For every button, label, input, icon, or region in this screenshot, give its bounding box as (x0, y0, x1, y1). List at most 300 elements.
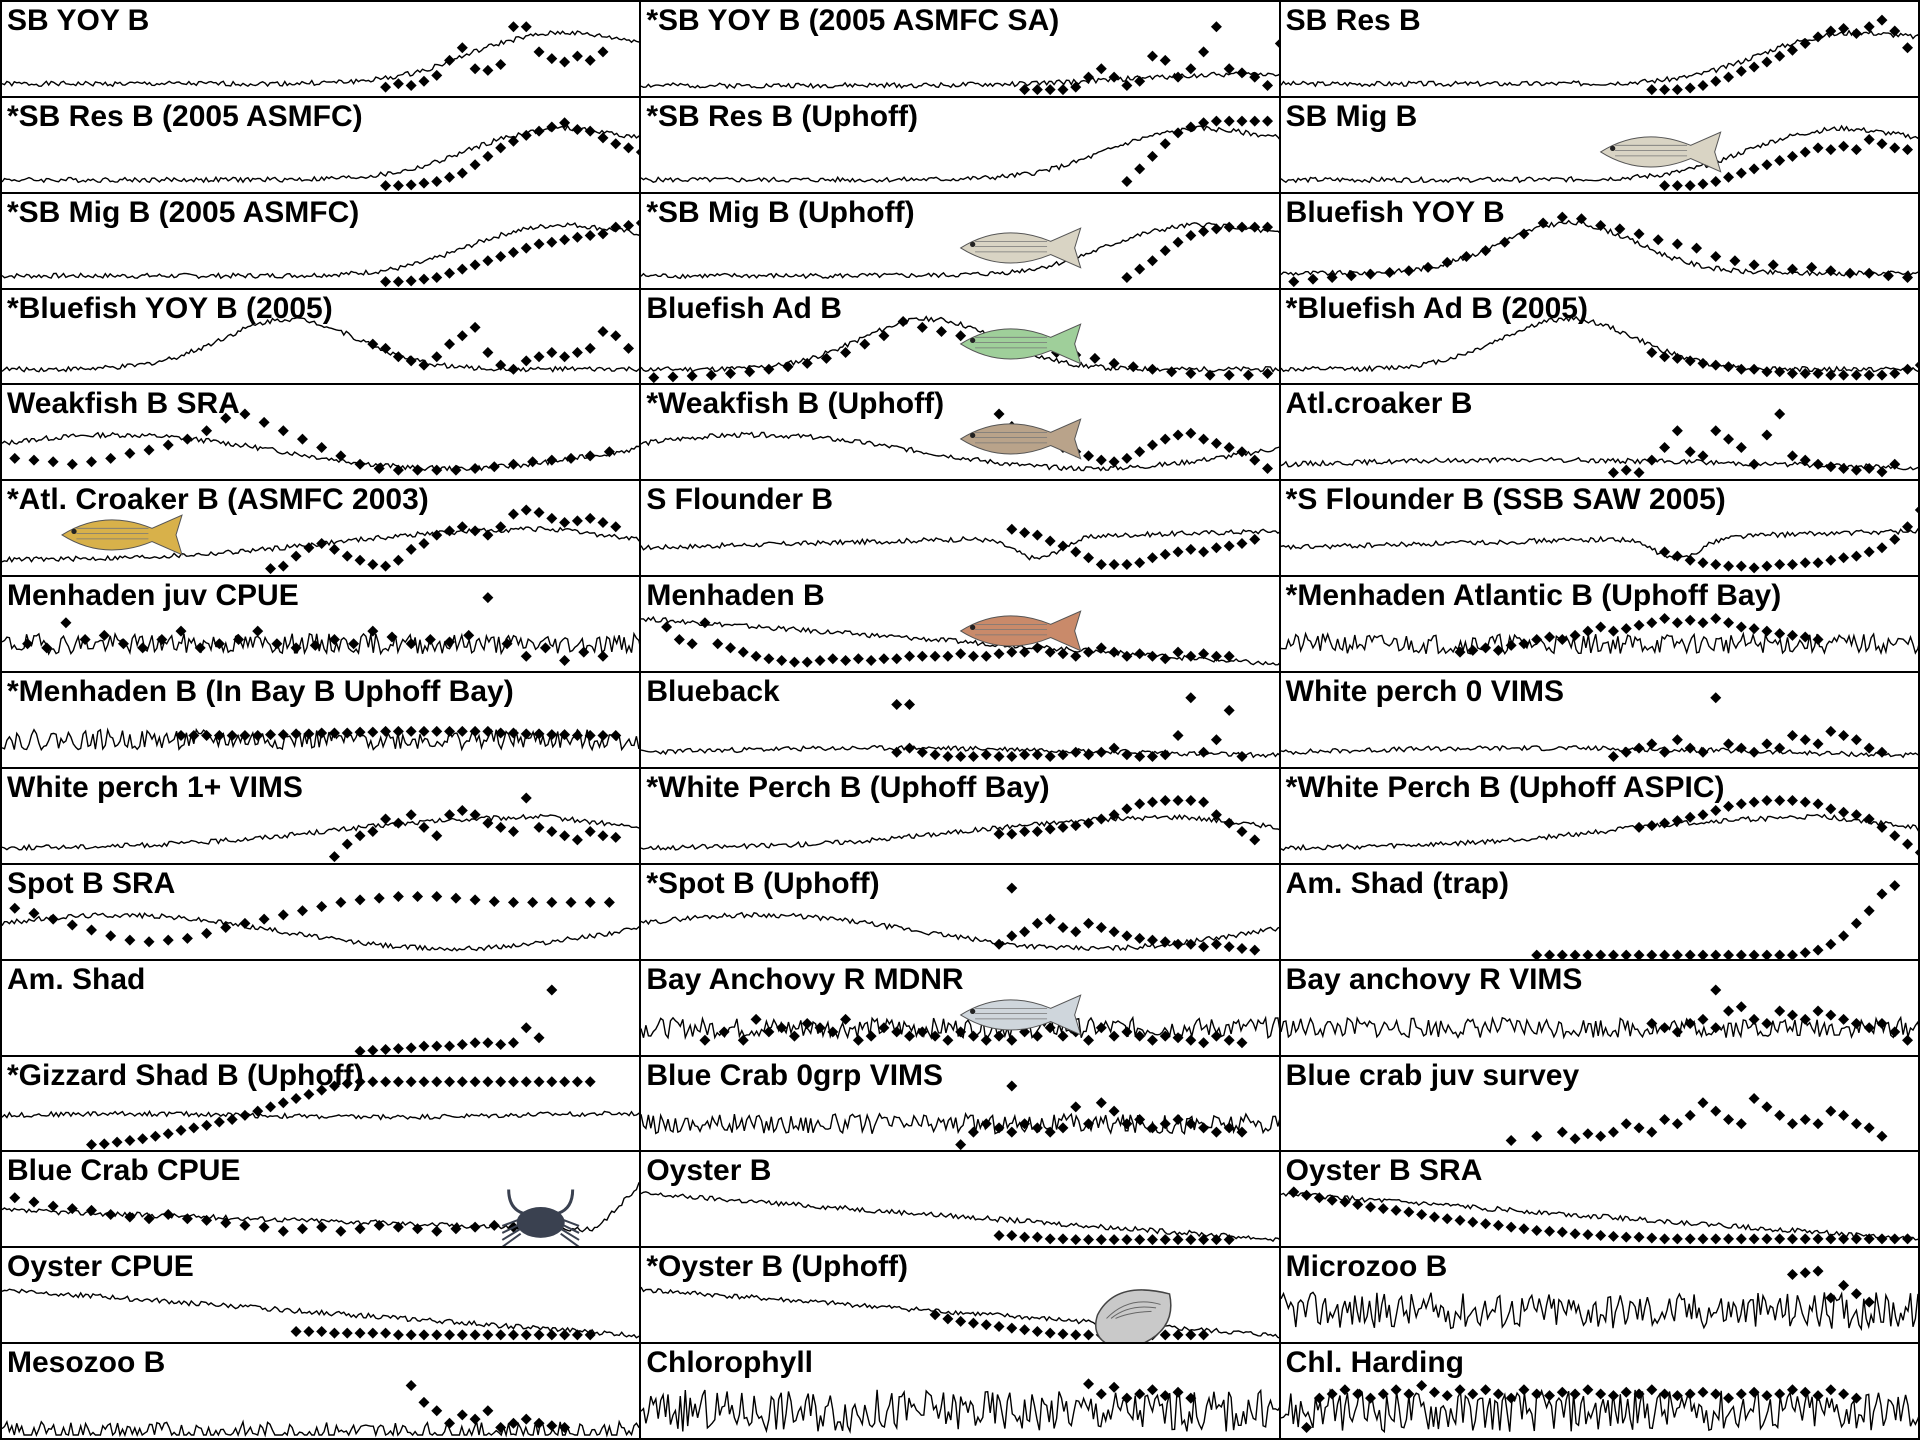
observation-point (1211, 1126, 1222, 1137)
observation-point (1825, 803, 1836, 814)
observation-point (86, 924, 97, 935)
observation-point (1135, 648, 1146, 659)
observation-point (521, 21, 532, 32)
observation-point (1071, 547, 1082, 558)
observation-point (80, 634, 91, 645)
observation-point (1480, 245, 1491, 256)
observation-point (1710, 1389, 1721, 1400)
blue-crab-icon (502, 1190, 579, 1246)
observation-point (1135, 163, 1146, 174)
observation-point (444, 268, 455, 279)
observation-point (546, 984, 557, 995)
observation-point (559, 56, 570, 67)
observation-point (144, 445, 155, 456)
observation-point (1454, 1215, 1465, 1226)
observation-point (489, 1220, 500, 1231)
observation-point (1595, 1130, 1606, 1141)
observation-point (1224, 442, 1235, 453)
observation-point (892, 653, 903, 664)
observation-point (1198, 46, 1209, 57)
observation-point (1902, 144, 1913, 155)
observation-point (1186, 63, 1197, 74)
observation-point (406, 80, 417, 91)
observation-point (214, 1116, 225, 1127)
observation-point (1480, 643, 1491, 654)
observation-point (955, 648, 966, 659)
observation-point (668, 371, 679, 382)
panel-title: Mesozoo B (7, 1346, 166, 1380)
observation-point (1735, 743, 1746, 754)
observation-point (1531, 1225, 1542, 1236)
observation-point (1646, 1233, 1657, 1244)
observation-point (1467, 1389, 1478, 1400)
observation-point (1620, 949, 1631, 958)
observation-point (297, 1224, 308, 1235)
observation-point (1083, 553, 1094, 564)
observation-point (316, 538, 327, 549)
chart-panel (2, 1344, 641, 1440)
observation-point (1237, 1037, 1248, 1048)
observation-point (840, 655, 851, 666)
observation-point (1723, 172, 1734, 183)
observation-point (1160, 434, 1171, 445)
observation-point (1710, 426, 1721, 437)
observation-point (521, 355, 532, 366)
observation-point (342, 1328, 353, 1339)
observation-point (105, 1209, 116, 1220)
observation-point (936, 326, 947, 337)
observation-point (1007, 930, 1018, 941)
observation-point (661, 622, 672, 633)
observation-point (1160, 55, 1171, 66)
chart-panel (2, 769, 641, 865)
observation-point (546, 121, 557, 132)
observation-point (367, 727, 378, 738)
observation-point (1109, 358, 1120, 369)
observation-point (1007, 1230, 1018, 1241)
observation-point (700, 617, 711, 628)
observation-point (1403, 1389, 1414, 1400)
observation-point (1582, 1384, 1593, 1395)
observation-point (521, 1076, 532, 1087)
panel-title: *SB Res B (2005 ASMFC) (7, 99, 363, 133)
observation-point (521, 792, 532, 803)
observation-point (508, 21, 519, 32)
observation-point (450, 892, 461, 903)
observation-point (316, 442, 327, 453)
observation-point (1083, 1034, 1094, 1045)
observation-point (1646, 820, 1657, 831)
observation-point (482, 347, 493, 358)
panel-title: S Flounder B (646, 483, 833, 517)
panel-title: Menhaden juv CPUE (7, 579, 299, 613)
observation-point (597, 46, 608, 57)
observation-point (1109, 743, 1120, 754)
observation-point (1876, 543, 1887, 554)
observation-point (1684, 82, 1695, 93)
observation-point (1007, 1126, 1018, 1137)
observation-point (968, 1318, 979, 1329)
observation-point (406, 1330, 417, 1341)
observation-point (700, 1034, 711, 1045)
observation-point (355, 830, 366, 841)
observation-point (150, 1130, 161, 1141)
observation-point (1032, 530, 1043, 541)
observation-point (1812, 558, 1823, 569)
observation-point (521, 1414, 532, 1425)
observation-point (1672, 352, 1683, 363)
observation-point (1723, 72, 1734, 83)
observation-point (789, 657, 800, 668)
observation-point (1384, 267, 1395, 278)
observation-point (1825, 1384, 1836, 1395)
observation-point (1071, 1330, 1082, 1341)
observation-point (1422, 262, 1433, 273)
chart-panel (2, 865, 641, 961)
observation-point (1608, 1126, 1619, 1137)
observation-point (367, 338, 378, 349)
observation-point (348, 638, 359, 649)
observation-point (1083, 918, 1094, 929)
observation-point (431, 272, 442, 283)
observation-point (1851, 809, 1862, 820)
observation-point (1876, 369, 1887, 380)
observation-point (597, 517, 608, 528)
observation-point (1851, 1289, 1862, 1300)
observation-point (1531, 949, 1542, 958)
observation-point (943, 1034, 954, 1045)
observation-point (1569, 1389, 1580, 1400)
panel-title: Oyster B (646, 1154, 772, 1188)
observation-point (1071, 820, 1082, 831)
observation-point (572, 347, 583, 358)
observation-point (105, 453, 116, 464)
observation-point (1646, 738, 1657, 749)
observation-point (943, 751, 954, 762)
observation-point (1684, 615, 1695, 626)
observation-point (1767, 259, 1778, 270)
model-series-line (641, 1113, 1278, 1133)
observation-point (1787, 559, 1798, 570)
observation-point (28, 1197, 39, 1208)
observation-point (559, 234, 570, 245)
observation-point (585, 897, 596, 908)
observation-point (636, 217, 640, 228)
panel-title: *White Perch B (Uphoff Bay) (646, 770, 1050, 804)
observation-point (457, 1039, 468, 1050)
observation-point (559, 830, 570, 841)
observation-point (495, 1330, 506, 1341)
observation-point (1697, 949, 1708, 958)
observation-point (482, 530, 493, 541)
observation-point (1646, 1126, 1657, 1137)
observation-point (1876, 1130, 1887, 1141)
observation-point (1071, 926, 1082, 937)
observation-point (1672, 426, 1683, 437)
observation-point (444, 526, 455, 537)
model-series-line (2, 815, 639, 850)
observation-point (802, 657, 813, 668)
observation-point (1582, 626, 1593, 637)
observation-point (182, 434, 193, 445)
observation-point (214, 638, 225, 649)
observation-point (444, 1076, 455, 1087)
observation-point (534, 1330, 545, 1341)
chart-panel (641, 673, 1280, 769)
observation-point (1160, 795, 1171, 806)
observation-point (1787, 730, 1798, 741)
observation-point (1045, 1234, 1056, 1245)
observation-point (1614, 223, 1625, 234)
observation-point (610, 221, 621, 232)
observation-point (1774, 1389, 1785, 1400)
observation-point (495, 822, 506, 833)
observation-point (201, 1119, 212, 1130)
observation-point (1710, 805, 1721, 816)
bluefish-icon (961, 324, 1081, 364)
observation-point (495, 59, 506, 70)
observation-point (1748, 1013, 1759, 1024)
observation-point (1365, 268, 1376, 279)
observation-point (1838, 369, 1849, 380)
observation-point (1761, 1234, 1772, 1245)
chart-panel (1281, 1152, 1920, 1248)
observation-point (482, 255, 493, 266)
observation-point (1505, 1393, 1516, 1404)
observation-point (1672, 1234, 1683, 1245)
weakfish-icon (961, 420, 1081, 460)
observation-point (182, 933, 193, 944)
observation-point (904, 651, 915, 662)
observation-point (904, 743, 915, 754)
chart-panel (1281, 2, 1920, 98)
observation-point (1595, 622, 1606, 633)
observation-point (1659, 351, 1670, 362)
observation-point (418, 178, 429, 189)
observation-point (1735, 1389, 1746, 1400)
observation-point (1608, 949, 1619, 958)
observation-point (1429, 1387, 1440, 1398)
observation-point (981, 651, 992, 662)
observation-point (457, 522, 468, 533)
observation-point (1135, 558, 1146, 569)
observation-point (355, 1045, 366, 1054)
observation-point (1211, 543, 1222, 554)
striped-bass-icon (961, 228, 1081, 268)
observation-point (1902, 42, 1913, 53)
observation-point (1250, 455, 1261, 466)
observation-point (1122, 1026, 1133, 1037)
observation-point (1787, 151, 1798, 162)
observation-point (470, 259, 481, 270)
observation-point (1173, 430, 1184, 441)
model-series-line (2, 31, 639, 86)
observation-point (1723, 361, 1734, 372)
observation-point (1135, 447, 1146, 458)
observation-point (329, 544, 340, 555)
observation-point (1045, 536, 1056, 547)
observation-point (418, 1397, 429, 1408)
observation-point (1122, 803, 1133, 814)
observation-point (342, 551, 353, 562)
observation-point (674, 634, 685, 645)
observation-point (470, 1414, 481, 1425)
observation-point (1710, 251, 1721, 262)
observation-point (994, 939, 1005, 950)
observation-point (1774, 949, 1785, 958)
chart-panel (641, 1248, 1280, 1344)
observation-point (1083, 1378, 1094, 1389)
observation-point (380, 342, 391, 353)
observation-point (572, 834, 583, 845)
observation-point (457, 805, 468, 816)
observation-point (1032, 84, 1043, 95)
observation-point (1556, 211, 1567, 222)
observation-point (1787, 795, 1798, 806)
observation-point (431, 1076, 442, 1087)
observation-point (329, 1328, 340, 1339)
observation-point (227, 1114, 238, 1125)
observation-point (1505, 1135, 1516, 1146)
observation-point (994, 648, 1005, 659)
observation-point (105, 930, 116, 941)
observation-point (380, 1076, 391, 1087)
observation-point (1058, 541, 1069, 552)
observation-point (367, 826, 378, 837)
panel-title: *SB YOY B (2005 ASMFC SA) (646, 4, 1060, 37)
observation-point (1748, 623, 1759, 634)
observation-point (981, 1320, 992, 1331)
observation-point (585, 451, 596, 462)
observation-point (482, 1076, 493, 1087)
observation-point (1735, 798, 1746, 809)
observation-point (316, 1326, 327, 1337)
observation-point (534, 1032, 545, 1043)
observation-point (201, 928, 212, 939)
observation-point (1876, 1234, 1887, 1245)
observation-point (1633, 468, 1644, 479)
model-series-line (641, 530, 1278, 560)
observation-point (418, 538, 429, 549)
observation-point (1186, 692, 1197, 703)
observation-point (1262, 80, 1273, 91)
observation-point (1799, 455, 1810, 466)
observation-point (1058, 1030, 1069, 1041)
observation-point (1697, 558, 1708, 569)
observation-point (1646, 949, 1657, 958)
observation-point (1595, 949, 1606, 958)
model-series-line (1281, 31, 1918, 86)
observation-point (1633, 228, 1644, 239)
observation-point (1659, 84, 1670, 95)
observation-point (1620, 747, 1631, 758)
observation-point (431, 1405, 442, 1416)
observation-point (559, 517, 570, 528)
observation-point (1186, 1330, 1197, 1341)
observation-point (1684, 743, 1695, 754)
observation-point (546, 897, 557, 908)
observation-point (764, 363, 775, 374)
observation-point (355, 459, 366, 470)
observation-point (1198, 1330, 1209, 1341)
observation-point (1748, 949, 1759, 958)
model-series-line (2, 126, 639, 182)
observation-point (1889, 830, 1900, 841)
observation-point (470, 1330, 481, 1341)
observation-point (1467, 1217, 1478, 1228)
observation-point (1147, 255, 1158, 266)
observation-point (1735, 167, 1746, 178)
observation-point (1787, 630, 1798, 641)
observation-point (1672, 551, 1683, 562)
observation-point (1838, 1389, 1849, 1400)
observation-point (1697, 80, 1708, 91)
observation-point (124, 448, 135, 459)
observation-point (1122, 559, 1133, 570)
panel-title: *Oyster B (Uphoff) (646, 1250, 908, 1284)
observation-point (380, 561, 391, 572)
observation-point (431, 891, 442, 902)
observation-point (1071, 651, 1082, 662)
observation-point (1735, 1001, 1746, 1012)
observation-point (1237, 826, 1248, 837)
observation-point (1211, 21, 1222, 32)
observation-point (1058, 1234, 1069, 1245)
observation-point (9, 1193, 20, 1204)
panel-title: Blue Crab 0grp VIMS (646, 1058, 944, 1092)
observation-point (968, 1126, 979, 1137)
observation-point (955, 1316, 966, 1327)
observation-point (1863, 743, 1874, 754)
observation-point (1691, 242, 1702, 253)
panel-title: *White Perch B (Uphoff ASPIC) (1285, 770, 1725, 804)
observation-point (1825, 1293, 1836, 1304)
observation-point (1544, 949, 1555, 958)
observation-point (1876, 822, 1887, 833)
observation-point (1211, 734, 1222, 745)
observation-point (1914, 359, 1918, 370)
observation-point (534, 238, 545, 249)
observation-point (828, 653, 839, 664)
observation-point (1620, 465, 1631, 476)
observation-point (406, 1042, 417, 1053)
observation-point (1007, 751, 1018, 762)
observation-point (28, 455, 39, 466)
observation-point (1544, 632, 1555, 643)
observation-point (1173, 1114, 1184, 1125)
observation-point (470, 321, 481, 332)
observation-point (546, 513, 557, 524)
observation-point (1160, 245, 1171, 256)
observation-point (393, 180, 404, 191)
observation-point (1620, 623, 1631, 634)
observation-point (572, 124, 583, 135)
observation-point (1531, 1130, 1542, 1141)
observation-point (1083, 451, 1094, 462)
observation-point (1825, 939, 1836, 950)
observation-point (1441, 1390, 1452, 1401)
observation-point (1186, 230, 1197, 241)
model-series-line (1281, 126, 1918, 182)
observation-point (1838, 1280, 1849, 1291)
observation-point (840, 1013, 851, 1024)
observation-point (316, 901, 327, 912)
observation-point (981, 1034, 992, 1045)
observation-point (355, 555, 366, 566)
observation-point (1224, 1235, 1235, 1246)
observation-point (176, 1124, 187, 1135)
observation-point (1531, 634, 1542, 645)
